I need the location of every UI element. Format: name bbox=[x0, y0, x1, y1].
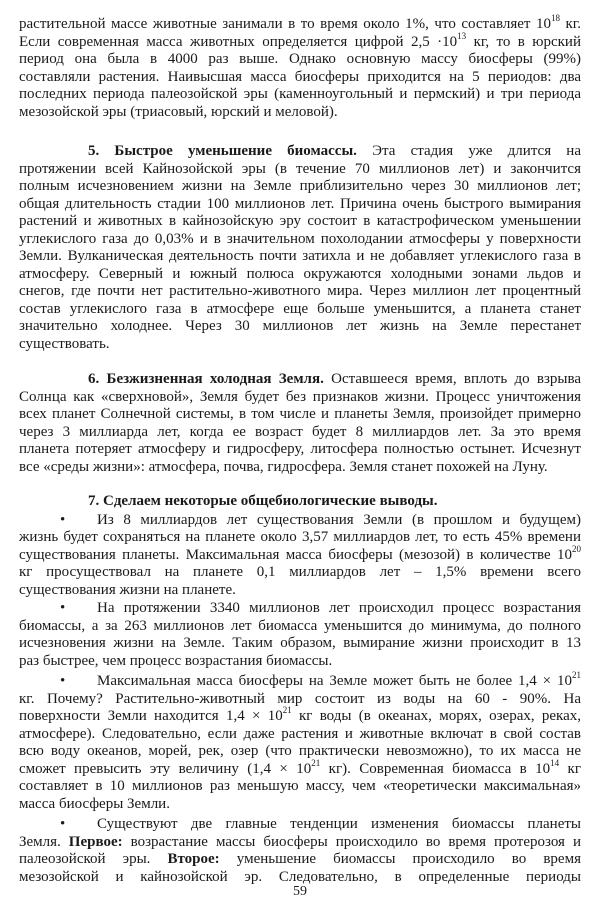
text-line bbox=[19, 582, 581, 600]
text-line bbox=[19, 86, 581, 104]
superscript-exponent: 21 bbox=[282, 705, 292, 715]
text-line bbox=[19, 13, 581, 34]
text-line bbox=[19, 726, 581, 744]
text-line bbox=[19, 248, 581, 266]
text-run: уменьшение биомассы происходило во время bbox=[219, 851, 581, 867]
bullet-paragraph bbox=[19, 670, 582, 813]
text-line bbox=[19, 459, 581, 477]
text-line bbox=[19, 406, 581, 424]
superscript-exponent: 13 bbox=[457, 30, 467, 41]
text-run: атмосфере). Следовательно, если даже растения и животные включат в свой состав bbox=[19, 725, 581, 742]
text-run: кг просуществовал на планете 0,1 миллиардов лет – 1,5% времени всего bbox=[19, 564, 581, 580]
text-run: кг. bbox=[559, 16, 581, 32]
text-run: существования жизни на планете. bbox=[19, 581, 236, 598]
text-run: через 3 миллиарда лет, когда ее возраст будет 8 миллиардов лет. За это время bbox=[19, 423, 581, 440]
text-run: поверхности Земли находится 1,4 × 10 bbox=[19, 708, 283, 724]
text-line bbox=[19, 143, 581, 161]
bullet-icon: • bbox=[60, 600, 66, 616]
bullet-paragraph bbox=[19, 600, 581, 670]
text-line bbox=[19, 104, 581, 122]
text-line bbox=[19, 778, 581, 796]
text-line bbox=[19, 371, 581, 389]
text-run: биомассы, а за 263 миллионов лет биомасса уменьшится до минимума, до полного bbox=[19, 617, 581, 634]
superscript-exponent: 14 bbox=[550, 757, 560, 768]
text-line bbox=[19, 196, 581, 214]
superscript-exponent: 21 bbox=[311, 757, 321, 768]
document-body bbox=[19, 13, 582, 886]
bold-text: 6. Безжизненная холодная Земля. bbox=[88, 371, 324, 387]
text-run: существовать. bbox=[19, 335, 110, 352]
text-run: мезозойской эры (триасовый, юрский и меловой). bbox=[19, 103, 338, 120]
text-run: протяжении всей Кайнозойской эры (в течение 70 миллионов лет) и закончится bbox=[19, 160, 581, 177]
text-run: Земли. Вулканическая деятельность почти затихла и не добавляет углекислого газа в bbox=[19, 248, 581, 264]
text-line bbox=[19, 389, 581, 407]
text-run: существования планеты. Максимальная масса биосферы (мезозой) в количестве 10 bbox=[19, 546, 572, 563]
text-run: сможет превысить эту величину (1,4 × 10 bbox=[19, 760, 312, 777]
text-run: жизнь будет сохраняться на планете около 3,57 миллиардов лет, то есть 45% времени bbox=[19, 529, 581, 545]
page-number: 59 bbox=[293, 884, 307, 899]
text-line bbox=[19, 231, 581, 249]
superscript-exponent: 18 bbox=[550, 13, 560, 23]
text-run: исчезновения жизни на Земле. Таким образом, вымирание жизни происходит в 13 bbox=[19, 635, 581, 651]
text-run: Солнца как «сверхновой», Земля будет без признаков жизни. Процесс уничтожения bbox=[19, 388, 581, 405]
text-line bbox=[19, 635, 581, 653]
section-heading bbox=[19, 493, 581, 511]
bullet-icon: • bbox=[60, 673, 66, 689]
text-run: кг воды (в океанах, морях, озерах, реках, bbox=[291, 708, 582, 724]
text-run: Если современная масса животных определяется цифрой 2,5 ·10 bbox=[19, 33, 458, 50]
text-line bbox=[19, 441, 581, 459]
text-line bbox=[19, 283, 581, 301]
bullet-paragraph bbox=[19, 816, 581, 886]
text-line bbox=[19, 618, 581, 636]
text-line bbox=[19, 796, 581, 814]
text-run: составляли растения. Наивысшая масса биосферы приходится на 5 периодов: два bbox=[19, 68, 581, 85]
text-run: На протяжении 3340 миллионов лет происходил процесс возрастания bbox=[97, 600, 581, 616]
text-run: Оставшееся время, вплоть до взрыва bbox=[323, 371, 581, 387]
text-line bbox=[19, 493, 581, 511]
text-line bbox=[19, 30, 581, 52]
superscript-exponent: 20 bbox=[572, 543, 581, 554]
text-line bbox=[19, 51, 581, 69]
text-run: период она была в 4000 раз выше. Однако основную массу биосферы (99%) bbox=[19, 51, 581, 67]
text-run: состав углекислого газа в атмосфере еще больше уменьшится, а планета станет bbox=[19, 300, 581, 317]
paragraph bbox=[19, 371, 581, 476]
text-line bbox=[19, 178, 581, 196]
paragraph bbox=[19, 143, 581, 353]
text-line bbox=[19, 543, 581, 565]
text-run: углекислого газа до 0,03% и в значительном похолодании атмосферы у поверхности bbox=[19, 230, 581, 247]
text-line bbox=[19, 757, 581, 779]
text-run: Эта стадия уже длится на bbox=[356, 143, 581, 159]
text-line bbox=[19, 69, 581, 87]
text-run: палеозойской эры. bbox=[19, 851, 168, 867]
text-line bbox=[19, 564, 581, 582]
text-line bbox=[19, 670, 581, 691]
text-line bbox=[19, 816, 581, 834]
bullet-icon: • bbox=[60, 816, 66, 832]
text-run: атмосферу. Северный и южный полюса окружаются холодными зонами льдов и bbox=[19, 265, 581, 282]
paragraph bbox=[19, 13, 581, 121]
text-run: снегов, где почти нет растительно-животного мира. Через миллион лет процентный bbox=[19, 283, 581, 299]
text-run: масса биосферы Земли. bbox=[19, 795, 170, 812]
text-run: Земля. bbox=[19, 833, 69, 850]
text-run: возрастание массы биосферы происходило во время протерозоя и bbox=[122, 833, 581, 850]
text-line bbox=[19, 512, 581, 530]
text-run: кг). Современная биомасса в 10 bbox=[320, 760, 551, 777]
text-line bbox=[19, 600, 581, 618]
text-line bbox=[19, 653, 581, 671]
text-run: растений и животных в кайнозойскую эру состоит в катастрофическом уменьшении bbox=[19, 213, 581, 229]
bullet-icon: • bbox=[60, 511, 66, 528]
text-run: кг. Почему? Растительно-животный мир состоит из воды на 60 - 90%. На bbox=[19, 690, 581, 707]
text-run: полным исчезновением жизни на Земле приблизительно через 30 миллионов лет; bbox=[19, 178, 581, 194]
text-run: составляет в 10 миллионов раз меньшую массу, чем «теоретически максимальная» bbox=[19, 778, 581, 794]
bullet-paragraph bbox=[19, 512, 581, 600]
text-run: общая длительность стадии 100 миллионов лет. Причина очень быстрого вымирания bbox=[19, 195, 581, 212]
text-run: раз быстрее, чем процесс возрастания биомассы. bbox=[19, 652, 333, 669]
text-line bbox=[19, 213, 581, 231]
text-run: все «среды жизни»: атмосфера, почва, гидросфера. Земля станет похожей на Луну. bbox=[19, 458, 548, 475]
bold-text: Второе: bbox=[167, 851, 220, 867]
text-line bbox=[19, 424, 581, 442]
text-run: Существуют две главные тенденции изменения биомассы планеты bbox=[97, 816, 581, 832]
text-line bbox=[19, 851, 581, 869]
text-run: планета потеряет атмосферу и гидросферу, литосфера полностью остынет. Исчезнут bbox=[19, 441, 581, 457]
text-line bbox=[19, 529, 581, 547]
bold-text: Первое: bbox=[68, 833, 123, 850]
text-line bbox=[19, 266, 581, 284]
bold-text: 5. Быстрое уменьшение биомассы. bbox=[88, 143, 357, 159]
text-line bbox=[19, 691, 581, 709]
text-line bbox=[19, 301, 581, 319]
text-run: последних периода палеозойской эры (каменноугольный и пермский) и три периода bbox=[19, 86, 581, 102]
text-line bbox=[19, 743, 581, 761]
text-line bbox=[19, 318, 581, 336]
text-line bbox=[19, 834, 581, 852]
text-run: мезозойской и кайнозойской эр. Следовательно, в определенные периоды bbox=[19, 868, 581, 885]
text-line bbox=[19, 161, 581, 179]
text-run: всю воду океанов, морей, рек, озер (что практически невозможно), то их масса не bbox=[19, 743, 581, 759]
text-run: кг bbox=[559, 760, 581, 777]
text-run: Из 8 миллиардов лет существования Земли (в прошлом и будущем) bbox=[97, 511, 581, 528]
superscript-exponent: 21 bbox=[572, 670, 581, 680]
text-run: кг, то в юрский bbox=[466, 33, 581, 50]
text-line bbox=[19, 705, 582, 726]
text-run: растительной массе животные занимали в то время около 1%, что составляет 10 bbox=[19, 16, 551, 32]
text-run: значительно холоднее. Через 30 миллионов лет жизнь на Земле перестанет bbox=[19, 318, 581, 334]
bold-text: 7. Сделаем некоторые общебиологические выводы. bbox=[88, 493, 438, 509]
text-run: Максимальная масса биосферы на Земле может быть не более 1,4 × 10 bbox=[97, 673, 572, 689]
text-line bbox=[19, 336, 581, 354]
text-run: всех планет Солнечной системы, в том числе и планеты Земля, произойдет примерно bbox=[19, 406, 581, 422]
